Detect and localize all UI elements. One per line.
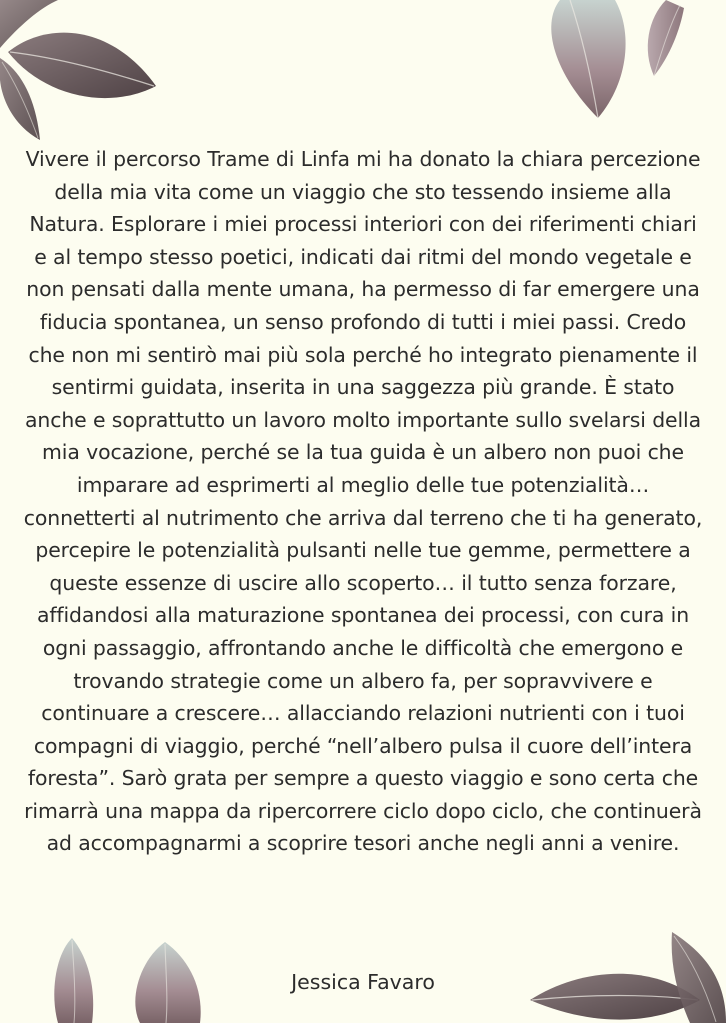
author-name: Jessica Favaro <box>291 970 435 994</box>
leaves-top-right-icon <box>551 0 684 118</box>
testimonial-text: Vivere il percorso Trame di Linfa mi ha donato la chiara percezione della mia vita come un viaggio che sto tessendo insieme alla Natura. Esplorare i miei processi interiori con dei riferimenti chiari e al tempo stesso poetici, indicati dai ritmi del mondo vegetale e non pensati dalla mente umana, ha permesso di far emergere una fiducia spontanea, un senso profondo di tutti i miei passi. Credo che non mi sentirò mai più sola perché ho integrato pienamente il sentirmi guidata, inserita in una saggezza più grande. È stato anche e soprattutto un lavoro molto importante sullo svelarsi della mia vocazione, perché se la tua guida è un albero non puoi che imparare ad esprimerti al meglio delle tue potenzialità… connetterti al nutrimento che arriva dal terreno che ti ha generato, percepire le potenzialità pulsanti nelle tue gemme, permettere a queste essenze di uscire allo scoperto… il tutto senza forzare, affidandosi alla maturazione spontanea dei processi, con cura in ogni passaggio, affrontando anche le difficoltà che emergono e trovando strategie come un albero fa, per sopravvivere e continuare a crescere… allacciando relazioni nutrienti con i tuoi compagni di viaggio, perché “nell’albero pulsa il cuore dell’intera foresta”. Sarò grata per sempre a questo viaggio e sono certa che rimarrà una mappa da ripercorrere ciclo dopo ciclo, che continuerà ad accompagnarmi a scoprire tesori anche negli anni a venire. <box>23 147 703 856</box>
leaves-top-left-icon <box>0 0 156 140</box>
